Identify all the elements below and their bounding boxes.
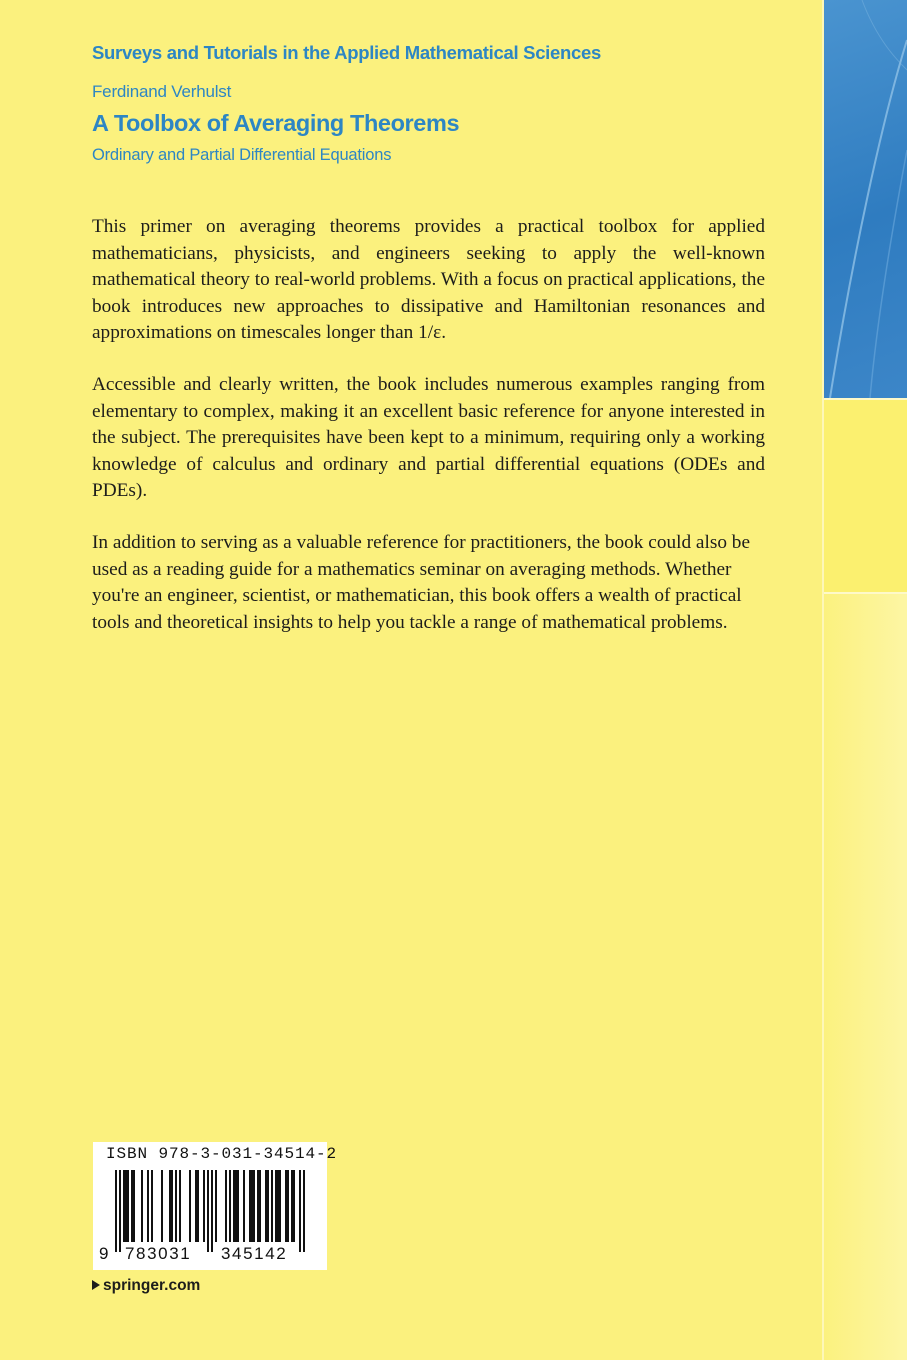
strip-edge-line bbox=[822, 0, 824, 1360]
barcode-bar bbox=[267, 1170, 269, 1242]
barcode-bar bbox=[229, 1170, 231, 1242]
barcode-bar bbox=[127, 1170, 129, 1242]
barcode-bar bbox=[195, 1170, 197, 1242]
barcode-bar bbox=[131, 1170, 133, 1242]
barcode-bar bbox=[147, 1170, 149, 1242]
barcode-bar bbox=[141, 1170, 143, 1242]
yellow-panel bbox=[822, 400, 907, 592]
barcode-bar bbox=[243, 1170, 245, 1242]
barcode-bar bbox=[271, 1170, 273, 1242]
barcode-bar bbox=[151, 1170, 153, 1242]
light-yellow-panel bbox=[822, 594, 907, 1360]
barcode-bar bbox=[189, 1170, 191, 1242]
barcode-bar bbox=[293, 1170, 295, 1242]
barcode-bar bbox=[133, 1170, 135, 1242]
barcode-bar bbox=[203, 1170, 205, 1242]
barcode-bar bbox=[265, 1170, 267, 1242]
barcode-bar bbox=[233, 1170, 235, 1242]
barcode-bar bbox=[257, 1170, 259, 1242]
barcode-bar bbox=[169, 1170, 171, 1242]
arrow-right-icon bbox=[92, 1280, 100, 1290]
barcode-bar bbox=[119, 1170, 121, 1252]
barcode-bar bbox=[287, 1170, 289, 1242]
ean-left-digits: 783031 bbox=[125, 1244, 192, 1263]
barcode-bar bbox=[303, 1170, 305, 1252]
book-subtitle: Ordinary and Partial Differential Equations bbox=[92, 146, 392, 164]
barcode-bar bbox=[125, 1170, 127, 1242]
ean-right-digits: 345142 bbox=[221, 1244, 288, 1263]
blue-panel bbox=[822, 0, 907, 398]
isbn-label: ISBN 978-3-031-34514-2 bbox=[106, 1145, 338, 1163]
barcode-bar bbox=[175, 1170, 177, 1242]
barcode-bar bbox=[277, 1170, 279, 1242]
barcode-bar bbox=[249, 1170, 251, 1242]
barcode-bar bbox=[253, 1170, 255, 1242]
blurb bbox=[92, 214, 765, 661]
blurb-paragraph: This primer on averaging theorems provides a practical toolbox for applied mathematicians, physicists, and engineers seeking to apply the well-known mathematical theory to real-world problems. With a focus on practical applications, the book introduces new approaches to dissipative and Hamiltonian resonances and approximations on timescales longer than 1/ε. bbox=[92, 216, 765, 344]
barcode-bar bbox=[215, 1170, 217, 1242]
isbn-barcode bbox=[93, 1142, 338, 1270]
book-title: A Toolbox of Averaging Theorems bbox=[92, 110, 460, 136]
barcode-bar bbox=[161, 1170, 163, 1242]
barcode-bar bbox=[225, 1170, 227, 1242]
barcode-bar bbox=[197, 1170, 199, 1242]
barcode-bar bbox=[211, 1170, 213, 1252]
barcode-bar bbox=[237, 1170, 239, 1242]
barcode-bar bbox=[291, 1170, 293, 1242]
barcode-bar bbox=[259, 1170, 261, 1242]
barcode-bar bbox=[251, 1170, 253, 1242]
publisher-link[interactable] bbox=[92, 1277, 200, 1295]
barcode-bar bbox=[235, 1170, 237, 1242]
blurb-paragraph: Accessible and clearly written, the book includes numerous examples ranging from elementary to complex, making it an excellent basic reference for anyone interested in the subject. The prerequisites have been kept to a minimum, requiring only a working knowledge of calculus and ordinary and partial differential equations (ODEs and PDEs). bbox=[92, 373, 765, 502]
curve-graphic bbox=[822, 0, 907, 398]
barcode-bar bbox=[179, 1170, 181, 1242]
blurb-paragraph: In addition to serving as a valuable reference for practitioners, the book could also be used as a reading guide for a mathematics seminar on averaging methods. Whether you're an engineer, scientist, or mathematician, this book offers a wealth of practical tools and theoretical insights to help you tackle a range of mathematical problems. bbox=[92, 531, 751, 633]
barcode-bar bbox=[275, 1170, 277, 1242]
ean-first-digit: 9 bbox=[99, 1244, 109, 1263]
publisher-url: springer.com bbox=[103, 1277, 201, 1294]
barcode-bar bbox=[171, 1170, 173, 1242]
barcode-bar bbox=[279, 1170, 281, 1242]
barcode-bar bbox=[285, 1170, 287, 1242]
author-name: Ferdinand Verhulst bbox=[92, 82, 232, 101]
barcode-bar bbox=[115, 1170, 117, 1252]
barcode-bar bbox=[207, 1170, 209, 1252]
barcode-bar bbox=[123, 1170, 125, 1242]
series-name: Surveys and Tutorials in the Applied Mathematical Sciences bbox=[92, 42, 601, 63]
side-color-strip bbox=[822, 0, 907, 1360]
barcode-bar bbox=[299, 1170, 301, 1252]
